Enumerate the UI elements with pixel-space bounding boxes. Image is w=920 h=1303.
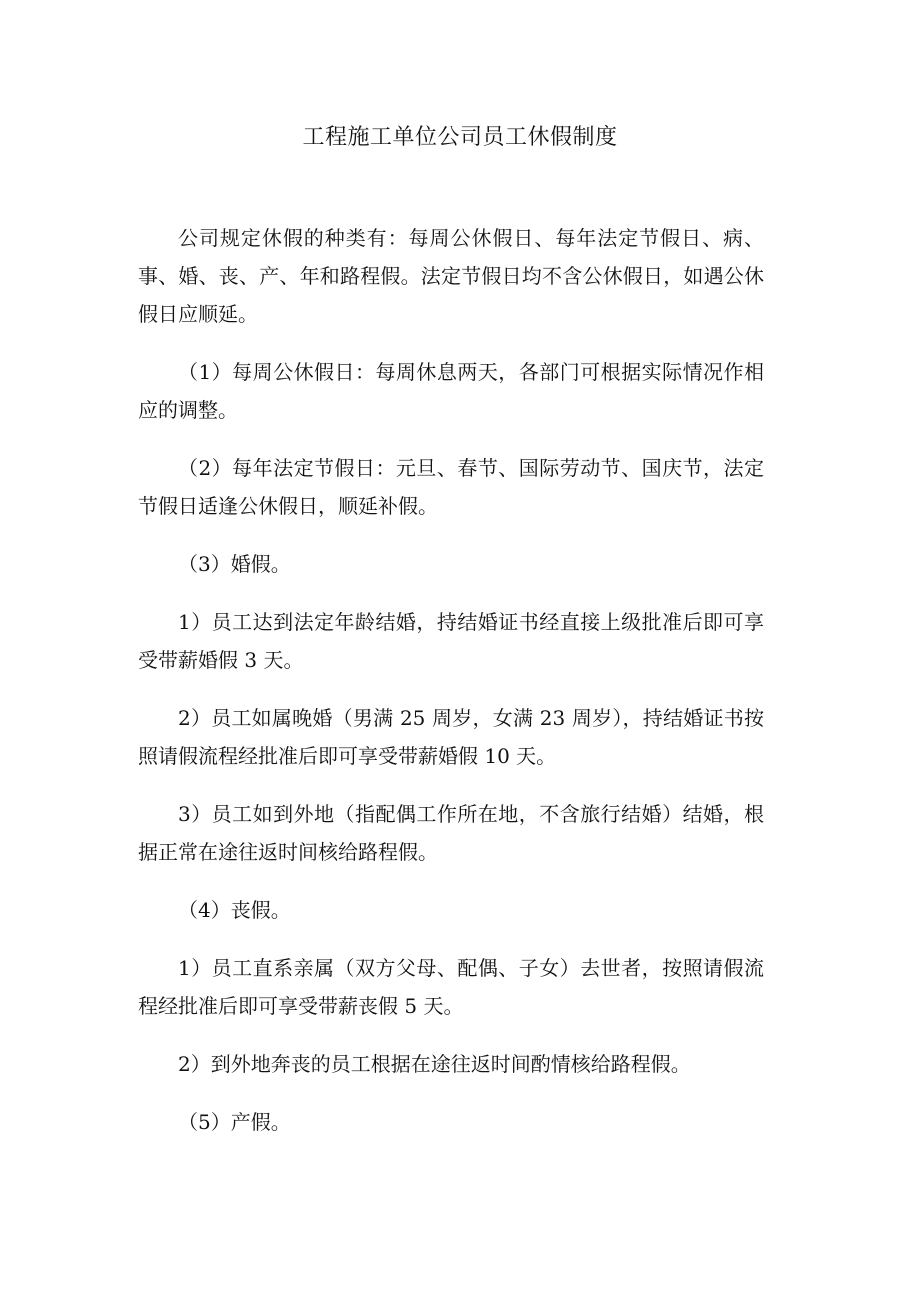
document-title: 工程施工单位公司员工休假制度: [302, 125, 618, 150]
paragraph-bereavement-leave-heading: （4）丧假。: [178, 898, 291, 922]
paragraph-marriage-leave-3: 3）员工如到外地（指配偶工作所在地，不含旅行结婚）结婚，根据正常在途往返时间核给路程假。: [138, 802, 764, 864]
paragraph-marriage-leave-2: 2）员工如属晚婚（男满 25 周岁，女满 23 周岁），持结婚证书按照请假流程经批准后即可享受带薪婚假 10 天。: [138, 706, 764, 768]
paragraph-weekly-rest: （1）每周公休假日：每周休息两天，各部门可根据实际情况作相应的调整。: [138, 360, 764, 422]
paragraph-marriage-leave-1: 1）员工达到法定年龄结婚，持结婚证书经直接上级批准后即可享受带薪婚假 3 天。: [138, 610, 764, 672]
paragraph-bereavement-leave-1: 1）员工直系亲属（双方父母、配偶、子女）去世者，按照请假流程经批准后即可享受带薪丧假 5 天。: [138, 956, 764, 1018]
paragraph-leave-types: 公司规定休假的种类有：每周公休假日、每年法定节假日、病、事、婚、丧、产、年和路程假。法定节假日均不含公休假日，如遇公休假日应顺延。: [138, 226, 764, 326]
paragraph-maternity-leave-heading: （5）产假。: [178, 1110, 291, 1134]
paragraph-bereavement-leave-2: 2）到外地奔丧的员工根据在途往返时间酌情核给路程假。: [178, 1052, 691, 1076]
document-body: [138, 219, 764, 1161]
paragraph-marriage-leave-heading: （3）婚假。: [178, 552, 291, 576]
paragraph-statutory-holidays: （2）每年法定节假日：元旦、春节、国际劳动节、国庆节，法定节假日适逢公休假日，顺延补假。: [138, 456, 764, 518]
